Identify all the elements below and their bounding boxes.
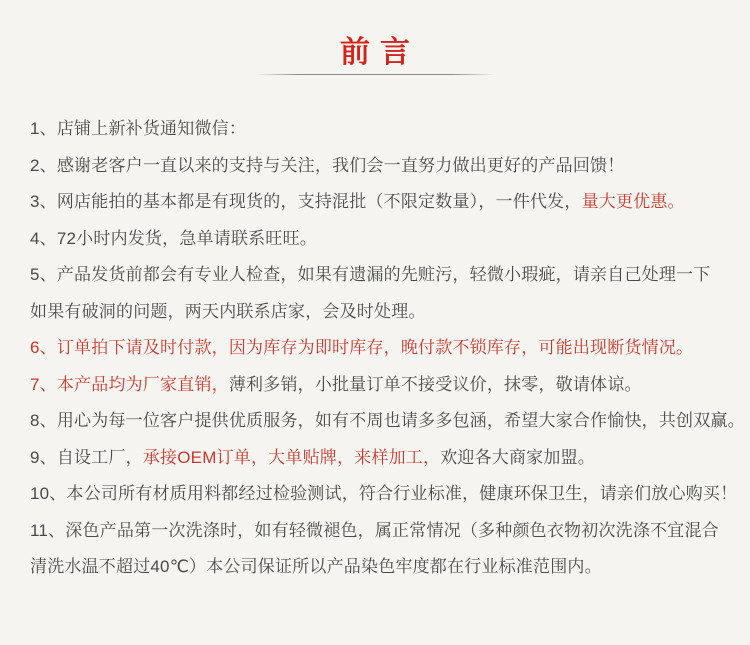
page-header: [0, 0, 750, 75]
notice-text-segment: 8、用心为每一位客户提供优质服务，如有不周也请多多包涵，希望大家合作愉快，共创双赢。: [30, 411, 745, 430]
notice-text-segment: 5、产品发货前都会有专业人检查，如果有遗漏的先赃污，轻微小瑕疵，请亲自己处理一下: [30, 265, 711, 284]
notice-text-segment: 4、72小时内发货，急单请联系旺旺。: [30, 228, 317, 248]
notice-line: [30, 476, 746, 513]
notice-line: [30, 403, 746, 440]
notice-text-segment: 7、本产品均为厂家直销，: [30, 374, 229, 394]
notice-text-segment: 薄利多销，小批量订单不接受议价，抹零，敬请体谅。: [228, 374, 642, 394]
notice-line: [30, 184, 746, 221]
notice-text-segment: 欢迎各大商家加盟。: [440, 447, 595, 467]
notice-text-segment: 9、自设工厂，: [30, 447, 143, 467]
notice-line: [30, 294, 746, 331]
notice-text-segment: 承接OEM订单，大单贴牌，来样加工，: [142, 447, 441, 467]
notice-text-segment: 量大更优惠。: [581, 192, 685, 211]
notice-text-segment: 如果有破洞的问题，两天内联系店家，会及时处理。: [30, 301, 426, 321]
notice-line: [30, 111, 746, 148]
notice-text-segment: 清洗水温不超过40℃）本公司保证所以产品染色牢度都在行业标准范围内。: [30, 557, 602, 576]
notice-line: [30, 440, 746, 477]
notice-line: [30, 221, 746, 258]
notice-text-segment: 3、网店能拍的基本都是有现货的，支持混批（不限定数量），一件代发，: [30, 192, 582, 211]
notice-line: [30, 513, 746, 550]
notice-line: [30, 367, 746, 404]
notice-line: [30, 257, 746, 294]
notice-line: [30, 148, 746, 185]
page-title: 前言: [340, 36, 420, 69]
notice-list: [0, 75, 750, 586]
notice-text-segment: 1、店铺上新补货通知微信：: [30, 119, 247, 138]
notice-text-segment: 2、感谢老客户一直以来的支持与关注，我们会一直努力做出更好的产品回馈！: [30, 155, 625, 175]
notice-line: [30, 330, 746, 367]
notice-text-segment: 6、订单拍下请及时付款，因为库存为即时库存，晚付款不锁库存，可能出现断货情况。: [30, 338, 694, 357]
notice-text-segment: 11、深色产品第一次洗涤时，如有轻微褪色，属正常情况（多种颜色衣物初次洗涤不宜混合: [30, 520, 719, 540]
notice-line: [30, 549, 746, 586]
notice-text-segment: 10、本公司所有材质用料都经过检验测试，符合行业标准，健康环保卫生，请亲们放心购买！: [30, 484, 738, 503]
